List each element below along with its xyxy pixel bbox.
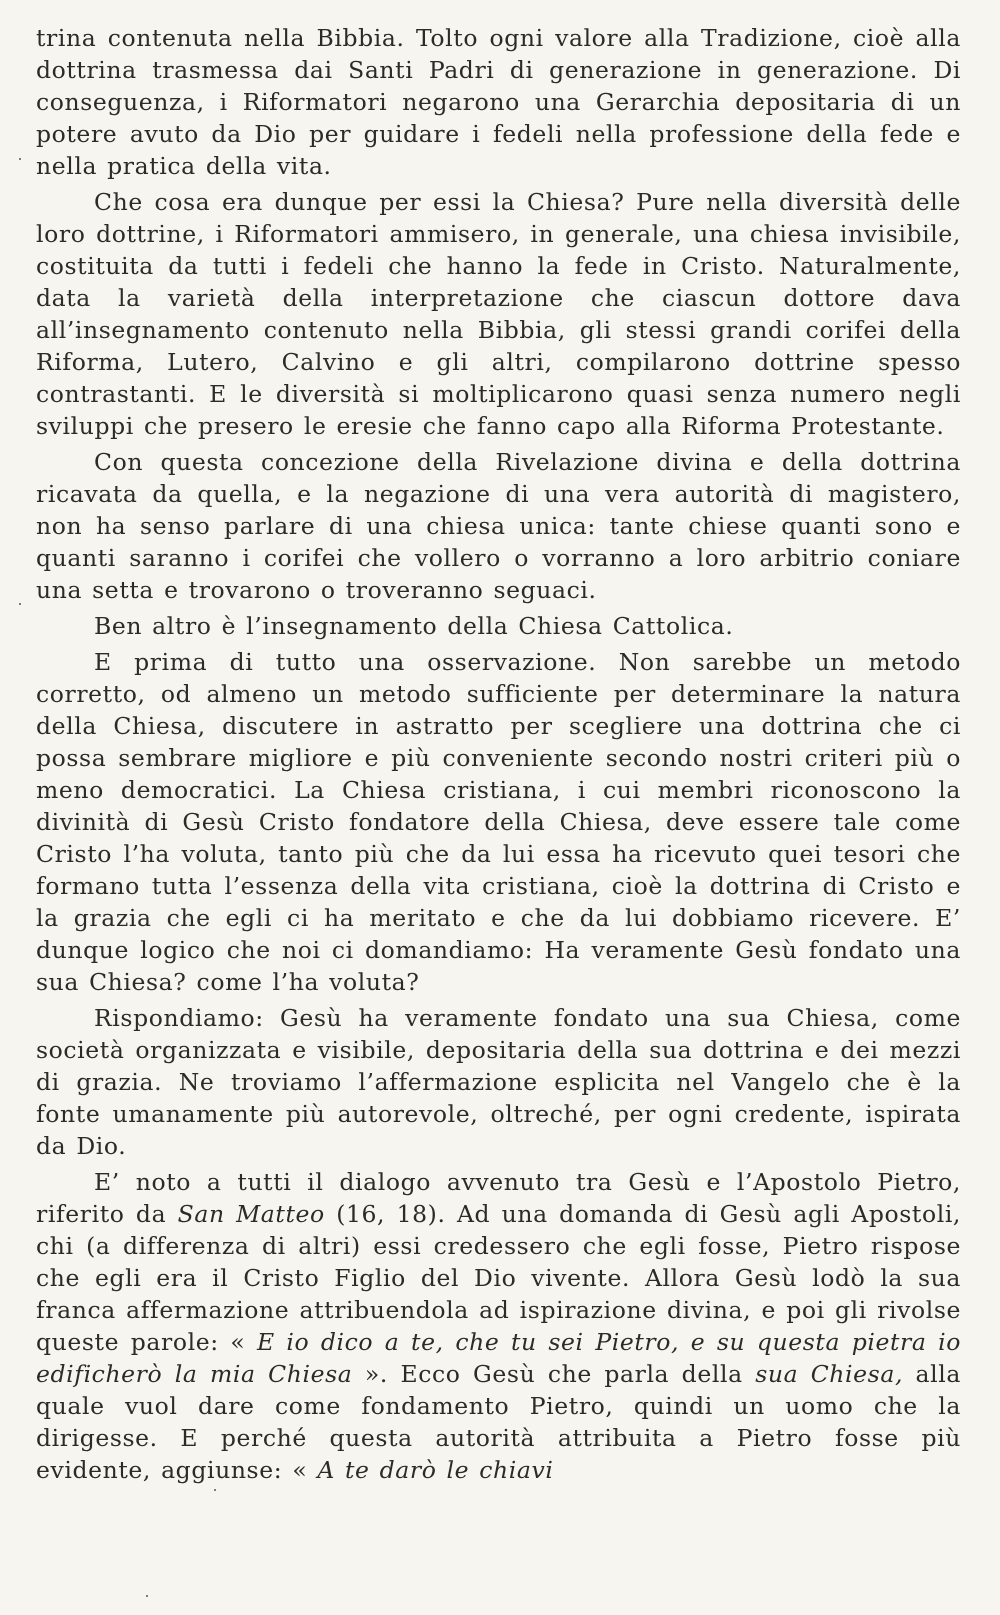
scan-speck bbox=[146, 1595, 148, 1597]
paragraph-6 bbox=[36, 1002, 961, 1162]
text-run: alla quale vuol dare come fondamento Pietro, quindi un uomo che la dirigesse. E perché questa autorità attribuita a Pietro fosse più evidente, aggiunse: « bbox=[36, 1360, 961, 1484]
italic-text: sua Chiesa, bbox=[755, 1360, 904, 1388]
italic-text: San Matteo bbox=[177, 1200, 325, 1228]
scan-speck bbox=[19, 603, 21, 605]
text-run: (16, 18). Ad una domanda di Gesù agli Apostoli, chi (a differenza di altri) essi credessero che egli fosse, Pietro rispose che egli era il Cristo Figlio del Dio vivente. Allora Gesù lodò la sua franca affermazione attribuendola ad ispirazione divina, e poi gli rivolse queste parole: « bbox=[36, 1200, 962, 1356]
body-text bbox=[36, 22, 961, 1486]
paragraph-4 bbox=[36, 610, 961, 642]
scan-speck bbox=[214, 1489, 216, 1491]
text-run: ». Ecco Gesù che parla della bbox=[352, 1360, 756, 1388]
scan-speck bbox=[19, 158, 21, 160]
paragraph-2 bbox=[36, 186, 961, 442]
text-run: Rispondiamo: Gesù ha veramente fondato una sua Chiesa, come società organizzata e visibile, depositaria della sua dottrina e dei mezzi di grazia. Ne troviamo l’affermazione esplicita nel Vangelo che è la fonte umanamente più autorevole, oltreché, per ogni credente, ispirata da Dio. bbox=[36, 1004, 961, 1160]
paragraph-5 bbox=[36, 646, 961, 998]
text-run: Che cosa era dunque per essi la Chiesa? Pure nella diversità delle loro dottrine, i Riformatori ammisero, in generale, una chiesa invisibile, costituita da tutti i fedeli che hanno la fede in Cristo. Naturalmente, data la varietà della interpretazione che ciascun dottore dava all’insegnamento contenuto nella Bibbia, gli stessi grandi corifei della Riforma, Lutero, Calvino e gli altri, compilarono dottrine spesso contrastanti. E le diversità si moltiplicarono quasi senza numero negli sviluppi che presero le eresie che fanno capo alla Riforma Protestante. bbox=[36, 188, 961, 440]
text-run: Ben altro è l’insegnamento della Chiesa Cattolica. bbox=[94, 612, 734, 640]
paragraph-1 bbox=[36, 22, 961, 182]
text-run: Con questa concezione della Rivelazione divina e della dottrina ricavata da quella, e la negazione di una vera autorità di magistero, non ha senso parlare di una chiesa unica: tante chiese quanti sono e quanti saranno i corifei che vollero o vorranno a loro arbitrio coniare una setta e trovarono o troveranno seguaci. bbox=[36, 448, 961, 604]
paragraph-7 bbox=[36, 1166, 961, 1486]
text-run: trina contenuta nella Bibbia. Tolto ogni valore alla Tradizione, cioè alla dottrina trasmessa dai Santi Padri di generazione in generazione. Di conseguenza, i Riformatori negarono una Gerarchia depositaria di un potere avuto da Dio per guidare i fedeli nella professione della fede e nella pratica della vita. bbox=[36, 24, 961, 180]
text-run: E’ noto a tutti il dialogo avvenuto tra Gesù e l’Apostolo Pietro, riferito da bbox=[36, 1168, 961, 1228]
text-run: E prima di tutto una osservazione. Non sarebbe un metodo corretto, od almeno un metodo sufficiente per determinare la natura della Chiesa, discutere in astratto per scegliere una dottrina che ci possa sembrare migliore e più conveniente secondo nostri criteri più o meno democratici. La Chiesa cristiana, i cui membri riconoscono la divinità di Gesù Cristo fondatore della Chiesa, deve essere tale come Cristo l’ha voluta, tanto più che da lui essa ha ricevuto quei tesori che formano tutta l’essenza della vita cristiana, cioè la dottrina di Cristo e la grazia che egli ci ha meritato e che da lui dobbiamo ricevere. E’ dunque logico che noi ci domandiamo: Ha veramente Gesù fondato una sua Chiesa? come l’ha voluta? bbox=[36, 648, 961, 996]
italic-text: E io dico a te, che tu sei Pietro, e su questa pietra io edificherò la mia Chiesa bbox=[36, 1328, 961, 1388]
paragraph-3 bbox=[36, 446, 961, 606]
italic-text: A te darò le chiavi bbox=[317, 1456, 554, 1484]
